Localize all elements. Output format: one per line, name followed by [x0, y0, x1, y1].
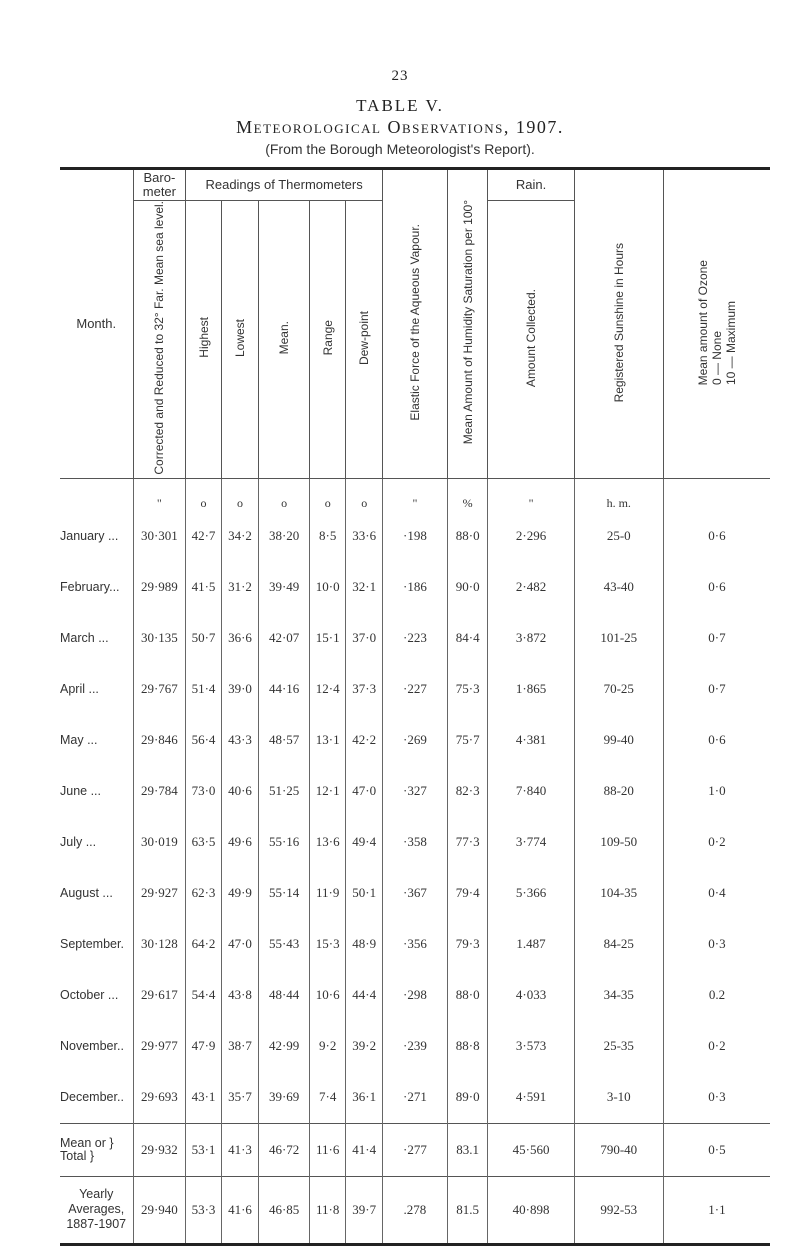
table-cell: 1·865	[488, 664, 574, 715]
table-cell: 104-35	[574, 868, 663, 919]
table-cell: ·271	[382, 1072, 447, 1124]
table-cell: 45·560	[488, 1123, 574, 1176]
table-cell: 30·019	[133, 817, 186, 868]
table-cell: 77·3	[447, 817, 488, 868]
table-cell: 4·381	[488, 715, 574, 766]
table-cell: 63·5	[186, 817, 222, 868]
table-cell: 39·7	[346, 1176, 383, 1244]
table-cell: 29·989	[133, 562, 186, 613]
table-cell: 3·872	[488, 613, 574, 664]
table-title: TABLE V.	[356, 96, 444, 115]
table-cell: 31·2	[221, 562, 259, 613]
table-cell: 15·1	[309, 613, 346, 664]
table-cell: 12·4	[309, 664, 346, 715]
table-cell: 0.2	[663, 970, 770, 1021]
table-cell: 88·0	[447, 511, 488, 562]
table-cell: 41·3	[221, 1123, 259, 1176]
table-cell: 0·7	[663, 664, 770, 715]
table-cell: 42·99	[259, 1021, 310, 1072]
table-cell: 29·784	[133, 766, 186, 817]
month-label: September.	[60, 937, 124, 952]
mean-total-row	[60, 1123, 770, 1176]
header-barometer-group: Baro-meter	[133, 169, 186, 201]
units-row	[60, 478, 770, 511]
table-cell: 11·9	[309, 868, 346, 919]
table-cell: 992-53	[574, 1176, 663, 1244]
month-label: July ...	[60, 835, 97, 850]
month-label: March ...	[60, 631, 109, 646]
month-label: April ...	[60, 682, 99, 697]
table-row	[60, 970, 770, 1021]
table-subtitle: Meteorological Observations, 1907.	[236, 117, 564, 137]
table-cell: 7·840	[488, 766, 574, 817]
table-cell: 101-25	[574, 613, 663, 664]
table-cell: 49·9	[221, 868, 259, 919]
header-mean: Mean.	[259, 201, 310, 479]
table-cell: 53·3	[186, 1176, 222, 1244]
table-cell: 4·591	[488, 1072, 574, 1124]
header-barometer: Corrected and Reduced to 32° Far. Mean sea level.	[133, 201, 186, 479]
table-cell: 43-40	[574, 562, 663, 613]
table-cell: 7·4	[309, 1072, 346, 1124]
table-cell: 34·2	[221, 511, 259, 562]
table-cell: 54·4	[186, 970, 222, 1021]
table-cell: 12·1	[309, 766, 346, 817]
table-cell: 3·774	[488, 817, 574, 868]
table-cell: 42·2	[346, 715, 383, 766]
table-cell: 0·6	[663, 715, 770, 766]
table-cell: 29·927	[133, 868, 186, 919]
table-cell: 15·3	[309, 919, 346, 970]
table-cell: 43·1	[186, 1072, 222, 1124]
table-cell: 39·2	[346, 1021, 383, 1072]
table-cell: ·269	[382, 715, 447, 766]
table-cell: 35·7	[221, 1072, 259, 1124]
table-cell: 43·8	[221, 970, 259, 1021]
table-cell: 1.487	[488, 919, 574, 970]
table-cell: 84·4	[447, 613, 488, 664]
table-cell: 3-10	[574, 1072, 663, 1124]
header-humidity: Mean Amount of Humidity Saturation per 100°	[447, 169, 488, 479]
table-cell: 70-25	[574, 664, 663, 715]
unit-sunshine: h. m.	[574, 478, 663, 511]
table-cell: 37·3	[346, 664, 383, 715]
table-cell: 55·14	[259, 868, 310, 919]
table-cell: 43·3	[221, 715, 259, 766]
table-cell: 29·693	[133, 1072, 186, 1124]
month-label: August ...	[60, 886, 113, 901]
table-row	[60, 511, 770, 562]
table-cell: 33·6	[346, 511, 383, 562]
table-cell: .278	[382, 1176, 447, 1244]
page-number: 23	[391, 68, 409, 84]
table-cell: 88·8	[447, 1021, 488, 1072]
table-cell: 44·16	[259, 664, 310, 715]
unit-barometer: "	[133, 478, 186, 511]
table-cell: 0·2	[663, 817, 770, 868]
header-ozone: Mean amount of Ozone0 — None10 — Maximum	[663, 169, 770, 479]
table-cell: 10·0	[309, 562, 346, 613]
table-cell: 2·296	[488, 511, 574, 562]
header-sunshine: Registered Sunshine in Hours	[574, 169, 663, 479]
table-cell: ·356	[382, 919, 447, 970]
table-cell: 73·0	[186, 766, 222, 817]
table-cell: 39·0	[221, 664, 259, 715]
header-range: Range	[309, 201, 346, 479]
header-month: Month.	[60, 169, 133, 479]
yearly-label: Yearly Averages, 1887-1907	[60, 1176, 133, 1244]
table-cell: 82·3	[447, 766, 488, 817]
table-cell: 51·4	[186, 664, 222, 715]
table-cell: 55·43	[259, 919, 310, 970]
table-cell: 36·1	[346, 1072, 383, 1124]
table-cell: 79·4	[447, 868, 488, 919]
table-cell: 89·0	[447, 1072, 488, 1124]
table-cell: 32·1	[346, 562, 383, 613]
unit-dew-point: o	[346, 478, 383, 511]
table-cell: 49·4	[346, 817, 383, 868]
table-cell: 44·4	[346, 970, 383, 1021]
table-cell: 56·4	[186, 715, 222, 766]
table-cell: 42·7	[186, 511, 222, 562]
table-cell: 88·0	[447, 970, 488, 1021]
table-cell: ·223	[382, 613, 447, 664]
table-cell: 88-20	[574, 766, 663, 817]
header-elastic-force: Elastic Force of the Aqueous Vapour.	[382, 169, 447, 479]
table-cell: 81.5	[447, 1176, 488, 1244]
table-cell: 42·07	[259, 613, 310, 664]
table-row	[60, 868, 770, 919]
table-cell: 13·1	[309, 715, 346, 766]
table-cell: 1·0	[663, 766, 770, 817]
table-cell: 5·366	[488, 868, 574, 919]
table-cell: 36·6	[221, 613, 259, 664]
table-cell: 41·5	[186, 562, 222, 613]
table-cell: 51·25	[259, 766, 310, 817]
table-cell: 83.1	[447, 1123, 488, 1176]
table-cell: 29·940	[133, 1176, 186, 1244]
unit-rain: "	[488, 478, 574, 511]
table-cell: 48·9	[346, 919, 383, 970]
table-cell: ·198	[382, 511, 447, 562]
table-cell: ·327	[382, 766, 447, 817]
header-dew-point: Dew-point	[346, 201, 383, 479]
table-cell: 0·3	[663, 919, 770, 970]
table-cell: 75·7	[447, 715, 488, 766]
table-cell: ·277	[382, 1123, 447, 1176]
yearly-averages-row	[60, 1176, 770, 1244]
table-cell: 25-35	[574, 1021, 663, 1072]
table-cell: 30·128	[133, 919, 186, 970]
table-cell: 29·846	[133, 715, 186, 766]
table-cell: 8·5	[309, 511, 346, 562]
table-cell: 29·932	[133, 1123, 186, 1176]
table-cell: 46·85	[259, 1176, 310, 1244]
table-cell: ·186	[382, 562, 447, 613]
table-row	[60, 715, 770, 766]
table-cell: 50·7	[186, 613, 222, 664]
table-cell: 46·72	[259, 1123, 310, 1176]
table-cell: 47·0	[346, 766, 383, 817]
table-cell: 53·1	[186, 1123, 222, 1176]
table-cell: 34-35	[574, 970, 663, 1021]
table-cell: 4·033	[488, 970, 574, 1021]
table-cell: 109-50	[574, 817, 663, 868]
table-cell: 790-40	[574, 1123, 663, 1176]
table-cell: 0·7	[663, 613, 770, 664]
table-cell: 0·5	[663, 1123, 770, 1176]
header-highest: Highest	[186, 201, 222, 479]
table-cell: 9·2	[309, 1021, 346, 1072]
mean-total-label: Mean or } Total }	[60, 1123, 133, 1176]
table-cell: ·367	[382, 868, 447, 919]
table-cell: 99-40	[574, 715, 663, 766]
meteorological-table	[60, 167, 770, 1246]
table-cell: 64·2	[186, 919, 222, 970]
table-cell: 48·44	[259, 970, 310, 1021]
table-cell: 2·482	[488, 562, 574, 613]
month-label: June ...	[60, 784, 101, 799]
table-cell: 90·0	[447, 562, 488, 613]
table-cell: 0·3	[663, 1072, 770, 1124]
table-cell: 0·2	[663, 1021, 770, 1072]
table-cell: 38·20	[259, 511, 310, 562]
month-label: November..	[60, 1039, 124, 1054]
header-thermometer-group: Readings of Thermometers	[186, 169, 383, 201]
table-cell: 1·1	[663, 1176, 770, 1244]
table-cell: 48·57	[259, 715, 310, 766]
table-cell: 30·135	[133, 613, 186, 664]
table-cell: 47·9	[186, 1021, 222, 1072]
table-cell: 0·6	[663, 562, 770, 613]
source-note: (From the Borough Meteorologist's Report).	[265, 141, 535, 157]
month-label: December..	[60, 1090, 124, 1105]
month-label: January ...	[60, 529, 119, 544]
table-cell: ·298	[382, 970, 447, 1021]
table-cell: 30·301	[133, 511, 186, 562]
table-cell: 40·898	[488, 1176, 574, 1244]
header-amount-collected: Amount Collected.	[488, 201, 574, 479]
table-cell: ·358	[382, 817, 447, 868]
table-cell: ·239	[382, 1021, 447, 1072]
table-row	[60, 562, 770, 613]
table-row	[60, 919, 770, 970]
unit-ozone	[663, 478, 770, 511]
table-cell: 41·6	[221, 1176, 259, 1244]
table-row	[60, 766, 770, 817]
table-row	[60, 1072, 770, 1124]
table-cell: 11·8	[309, 1176, 346, 1244]
header-lowest: Lowest	[221, 201, 259, 479]
table-cell: 41·4	[346, 1123, 383, 1176]
table-cell: 25-0	[574, 511, 663, 562]
table-cell: 62·3	[186, 868, 222, 919]
table-cell: 47·0	[221, 919, 259, 970]
table-cell: ·227	[382, 664, 447, 715]
unit-lowest: o	[221, 478, 259, 511]
table-cell: 29·767	[133, 664, 186, 715]
table-cell: 0·6	[663, 511, 770, 562]
month-label: October ...	[60, 988, 119, 1003]
month-label: February...	[60, 580, 120, 595]
table-cell: 39·49	[259, 562, 310, 613]
table-cell: 84-25	[574, 919, 663, 970]
table-row	[60, 817, 770, 868]
table-row	[60, 1021, 770, 1072]
table-cell: 39·69	[259, 1072, 310, 1124]
table-cell: 37·0	[346, 613, 383, 664]
table-cell: 55·16	[259, 817, 310, 868]
unit-mean: o	[259, 478, 310, 511]
table-cell: 29·617	[133, 970, 186, 1021]
unit-highest: o	[186, 478, 222, 511]
unit-humidity: %	[447, 478, 488, 511]
table-cell: 38·7	[221, 1021, 259, 1072]
table-cell: 11·6	[309, 1123, 346, 1176]
header-rain-group: Rain.	[488, 169, 574, 201]
table-cell: 40·6	[221, 766, 259, 817]
table-cell: 13·6	[309, 817, 346, 868]
unit-elastic: "	[382, 478, 447, 511]
month-label: May ...	[60, 733, 98, 748]
unit-range: o	[309, 478, 346, 511]
table-cell: 49·6	[221, 817, 259, 868]
table-cell: 29·977	[133, 1021, 186, 1072]
table-cell: 0·4	[663, 868, 770, 919]
table-cell: 3·573	[488, 1021, 574, 1072]
table-row	[60, 664, 770, 715]
table-cell: 10·6	[309, 970, 346, 1021]
table-row	[60, 613, 770, 664]
units-month	[60, 478, 133, 511]
table-cell: 50·1	[346, 868, 383, 919]
table-cell: 79·3	[447, 919, 488, 970]
table-cell: 75·3	[447, 664, 488, 715]
